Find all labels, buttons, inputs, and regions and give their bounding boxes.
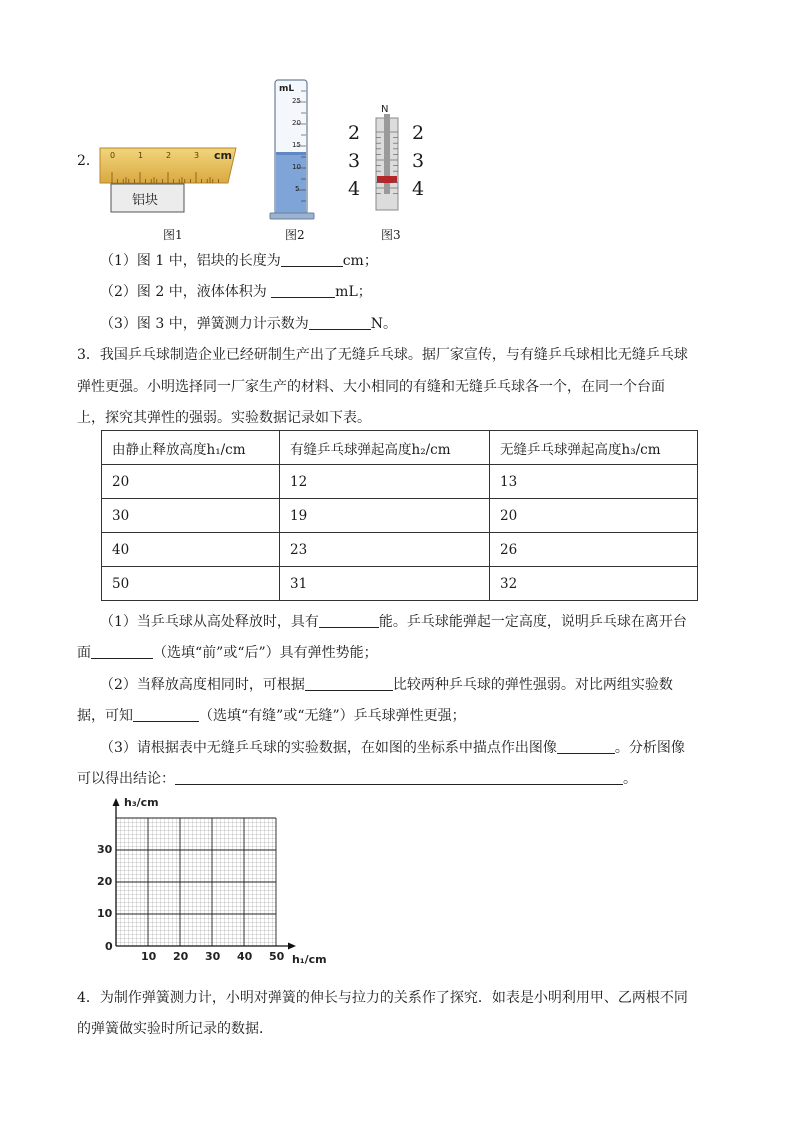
cylinder-tick-15: 15 xyxy=(292,141,301,149)
graph-x-tick-50: 50 xyxy=(269,950,285,963)
answer-blank[interactable] xyxy=(281,251,343,267)
figure-1-ruler xyxy=(96,140,246,220)
table-header-cell: 有缝乒乓球弹起高度h₂/cm xyxy=(280,431,490,465)
table-cell: 13 xyxy=(490,465,698,499)
table-cell: 26 xyxy=(490,533,698,567)
q3-number: 3． xyxy=(77,347,100,363)
block-label: 铝块 xyxy=(132,193,159,208)
table-cell: 30 xyxy=(102,499,280,533)
table-cell: 32 xyxy=(490,567,698,601)
ruler-unit: cm xyxy=(214,149,232,162)
spring-tick-4-right: 4 xyxy=(412,178,425,200)
q3-sub3-line-1: （3）请根据表中无缝乒乓球的实验数据，在如图的坐标系中描点作出图像 。分析图像 xyxy=(100,740,685,756)
graph-y-tick-20: 20 xyxy=(97,875,113,888)
figure-2-caption: 图2 xyxy=(285,228,305,242)
spring-tick-3-right: 3 xyxy=(412,150,425,172)
figure-1-caption: 图1 xyxy=(163,228,183,242)
graph-origin-label: 0 xyxy=(105,940,113,953)
figure-2-cylinder xyxy=(268,76,320,222)
q3-sub3-line-2: 可以得出结论： 。 xyxy=(77,771,637,787)
q3-sub1-line-2: 面 （选填“前”或“后”）具有弹性势能； xyxy=(77,645,378,661)
spring-tick-2-right: 2 xyxy=(412,122,425,144)
q3-coordinate-graph[interactable] xyxy=(96,796,336,972)
cylinder-tick-25: 25 xyxy=(292,97,301,105)
ruler-tick-3: 3 xyxy=(194,151,200,160)
figure-3-caption: 图3 xyxy=(381,228,401,242)
answer-blank[interactable] xyxy=(91,643,153,659)
table-row xyxy=(102,567,698,601)
cylinder-tick-20: 20 xyxy=(292,119,301,127)
q2-item-3: （3）图 3 中，弹簧测力计示数为 N。 xyxy=(100,316,397,332)
graph-x-tick-30: 30 xyxy=(205,950,221,963)
cylinder-tick-5: 5 xyxy=(295,185,300,193)
spring-scale-unit: N xyxy=(381,104,389,115)
table-cell: 40 xyxy=(102,533,280,567)
answer-blank[interactable] xyxy=(319,612,379,628)
table-row xyxy=(102,533,698,567)
graph-x-tick-10: 10 xyxy=(141,950,157,963)
answer-blank[interactable] xyxy=(175,769,623,785)
q3-sub1-line-1: （1）当乒乓球从高处释放时，具有 能。乒乓球能弹起一定高度，说明乒乓球在离开台 xyxy=(100,614,687,630)
table-header-row xyxy=(102,431,698,465)
table-cell: 19 xyxy=(280,499,490,533)
ruler-tick-0: 0 xyxy=(110,151,116,160)
q4-line-2: 的弹簧做实验时所记录的数据． xyxy=(77,1021,273,1037)
q3-sub2-line-2: 据，可知 （选填“有缝”或“无缝”）乒乓球弹性更强； xyxy=(77,708,466,724)
spring-tick-4-left: 4 xyxy=(348,178,361,200)
table-header-cell: 无缝乒乓球弹起高度h₃/cm xyxy=(490,431,698,465)
table-row xyxy=(102,465,698,499)
answer-blank[interactable] xyxy=(133,706,199,722)
table-cell: 12 xyxy=(280,465,490,499)
q3-intro-line-2: 弹性更强。小明选择同一厂家生产的材料、大小相同的有缝和无缝乒乓球各一个，在同一个台面 xyxy=(77,379,665,395)
figure-3-spring-scale xyxy=(344,104,428,214)
graph-y-axis-label: h₃/cm xyxy=(124,796,159,809)
ruler-tick-2: 2 xyxy=(166,151,172,160)
table-header-cell: 由静止释放高度h₁/cm xyxy=(102,431,280,465)
table-cell: 20 xyxy=(490,499,698,533)
cylinder-tick-10: 10 xyxy=(292,163,301,171)
q3-sub2-line-1: （2）当释放高度相同时，可根据 比较两种乒乓球的弹性强弱。对比两组实验数 xyxy=(100,677,673,693)
spring-tick-3-left: 3 xyxy=(348,150,361,172)
answer-blank[interactable] xyxy=(309,314,371,330)
graph-x-tick-20: 20 xyxy=(173,950,189,963)
graph-x-axis-label: h₁/cm xyxy=(292,953,327,966)
q3-intro-line-1: 3．我国乒乓球制造企业已经研制生产出了无缝乒乓球。据厂家宣传，与有缝乒乓球相比无缝乒乓球 xyxy=(77,347,688,363)
q3-intro-line-3: 上，探究其弹性的强弱。实验数据记录如下表。 xyxy=(77,410,371,426)
answer-blank[interactable] xyxy=(271,282,335,298)
graph-y-tick-30: 30 xyxy=(97,843,113,856)
spring-tick-2-left: 2 xyxy=(348,122,361,144)
q2-item-1: （1）图 1 中，铝块的长度为 cm； xyxy=(100,253,378,269)
ruler-tick-1: 1 xyxy=(138,151,144,160)
q3-data-table xyxy=(101,430,698,601)
table-cell: 20 xyxy=(102,465,280,499)
q4-line-1: 4．为制作弹簧测力计，小明对弹簧的伸长与拉力的关系作了探究．如表是小明利用甲、乙两根不同 xyxy=(77,990,688,1006)
q2-number: 2． xyxy=(77,153,100,169)
q4-number: 4． xyxy=(77,990,100,1006)
answer-blank[interactable] xyxy=(305,675,393,691)
graph-y-tick-10: 10 xyxy=(97,907,113,920)
table-cell: 50 xyxy=(102,567,280,601)
table-cell: 31 xyxy=(280,567,490,601)
cylinder-unit: mL xyxy=(279,84,295,94)
q2-item-2: （2）图 2 中，液体体积为 mL； xyxy=(100,284,372,300)
table-cell: 23 xyxy=(280,533,490,567)
table-row xyxy=(102,499,698,533)
graph-x-tick-40: 40 xyxy=(237,950,253,963)
answer-blank[interactable] xyxy=(557,738,615,754)
